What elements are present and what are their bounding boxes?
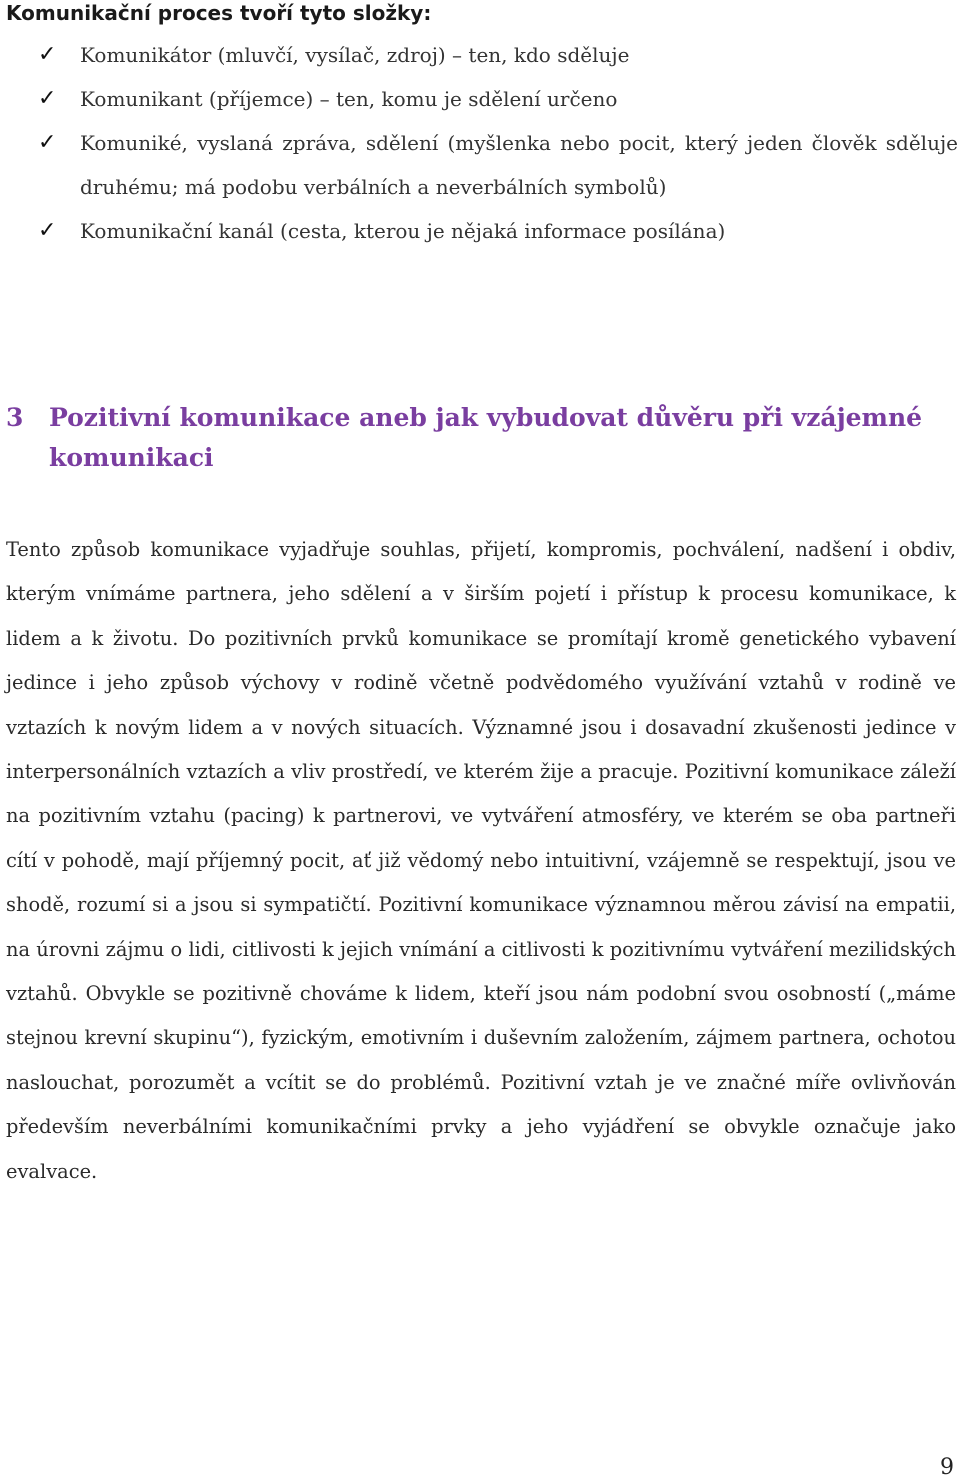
list-item-text: Komunikační kanál (cesta, kterou je nějaká informace posílána)	[80, 219, 726, 243]
section-title: Pozitivní komunikace aneb jak vybudovat důvěru při vzájemné komunikaci	[49, 403, 923, 472]
check-icon: ✓	[38, 218, 57, 243]
page-number: 9	[940, 1455, 954, 1480]
list-item	[38, 33, 958, 77]
list-item-text: Komunikant (příjemce) – ten, komu je sdělení určeno	[80, 87, 618, 111]
section-heading	[6, 398, 946, 478]
list-item	[38, 209, 958, 253]
check-icon: ✓	[38, 86, 57, 111]
body-paragraph: Tento způsob komunikace vyjadřuje souhlas, přijetí, kompromis, pochválení, nadšení i obdiv, kterým vnímáme partnera, jeho sdělení a v širším pojetí i přístup k procesu komunikace, k lidem a k životu. Do pozitivních prvků komunikace se promítají kromě genetického vybavení jedince i jeho způsob výchovy v rodině včetně podvědomého využívání vztahů v rodině ve vztazích k novým lidem a v nových situacích. Významné jsou i dosavadní zkušenosti jedince v interpersonálních vztazích a vliv prostředí, ve kterém žije a pracuje. Pozitivní komunikace záleží na pozitivním vztahu (pacing) k partnerovi, ve vytváření atmosféry, ve kterém se oba partneři cítí v pohodě, mají příjemný pocit, ať již vědomý nebo intuitivní, vzájemně se respektují, jsou ve shodě, rozumí si a jsou si sympatičtí. Pozitivní komunikace významnou měrou závisí na empatii, na úrovni zájmu o lidi, citlivosti k jejich vnímání a citlivosti k pozitivnímu vytváření mezilidských vztahů. Obvykle se pozitivně chováme k lidem, kteří jsou nám podobní svou osobností („máme stejnou krevní skupinu“), fyzickým, emotivním i duševním založením, zájmem partnera, ochotou naslouchat, porozumět a vcítit se do problémů. Pozitivní vztah je ve značné míře ovlivňován především neverbálními komunikačními prvky a jeho vyjádření se obvykle označuje jako evalvace.	[6, 538, 956, 1183]
list-item-text: Komunikátor (mluvčí, vysílač, zdroj) – ten, kdo sděluje	[80, 43, 630, 67]
section-number: 3	[6, 403, 24, 432]
list-item-text: Komuniké, vyslaná zpráva, sdělení (myšlenka nebo pocit, který jeden člověk sděluje druhému; má podobu verbálních a neverbálních symbolů)	[80, 131, 958, 199]
list-intro: Komunikační proces tvoří tyto složky:	[6, 1, 432, 25]
list-item	[38, 77, 958, 121]
check-icon: ✓	[38, 42, 57, 67]
component-checklist	[38, 33, 958, 253]
list-item	[38, 121, 958, 209]
check-icon: ✓	[38, 130, 57, 155]
